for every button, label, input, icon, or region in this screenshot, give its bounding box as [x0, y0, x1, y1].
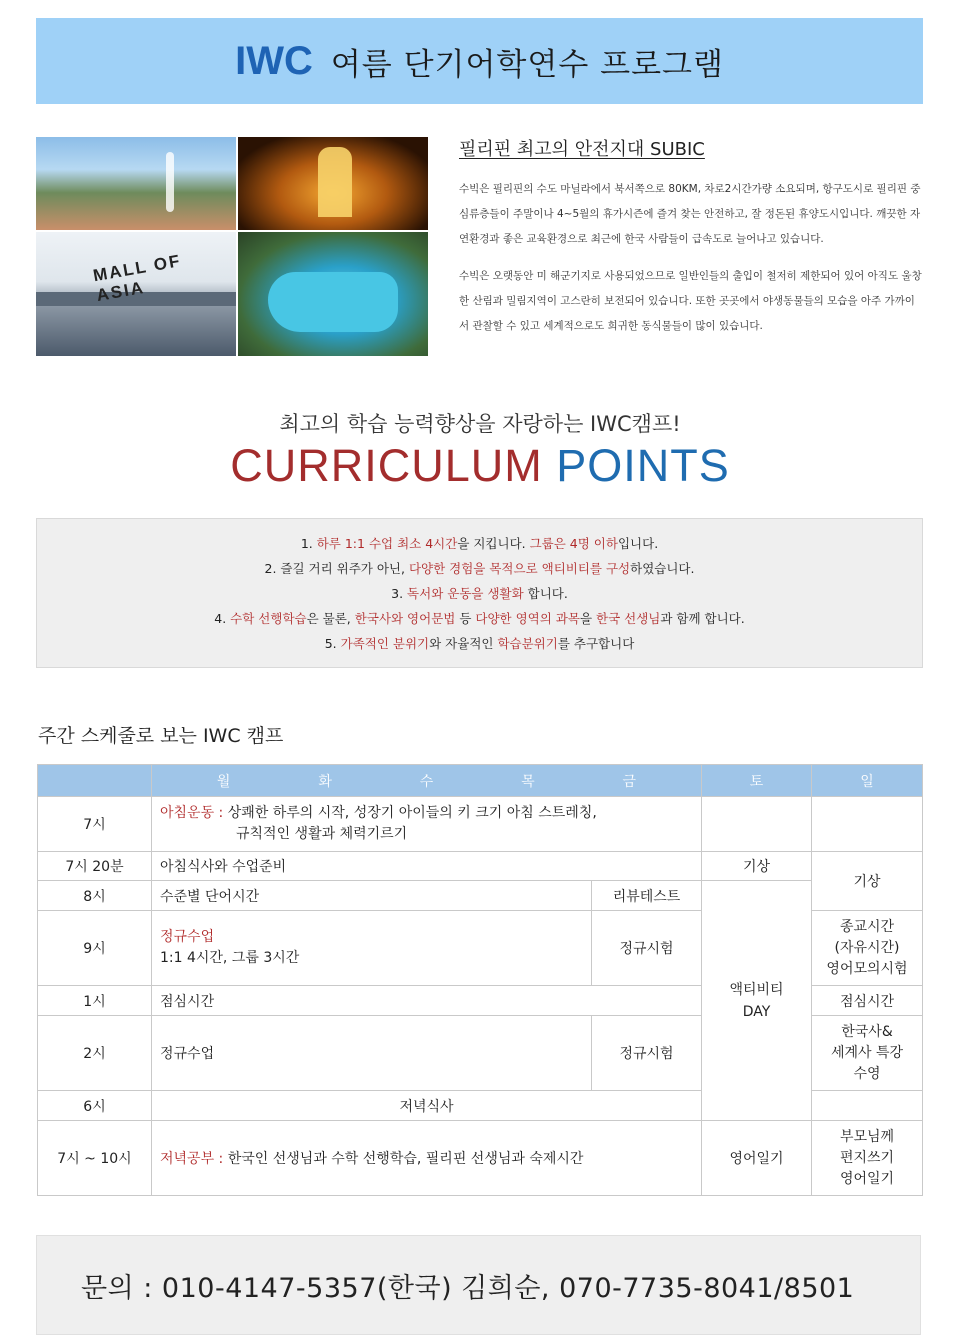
header-thu: 목 [521, 773, 535, 790]
fri-cell: 리뷰테스트 [592, 881, 702, 911]
photo-collage [36, 137, 428, 356]
curriculum-title [0, 440, 960, 492]
header-fri: 금 [622, 773, 637, 790]
sun-cell: 한국사& 세계사 특강 수영 [812, 1016, 923, 1091]
brand-name: IWC [235, 38, 313, 83]
table-row [38, 852, 923, 881]
activity-cell: 정규수업 [152, 1016, 592, 1091]
header-sun: 일 [812, 765, 923, 797]
point-5: 5. 가족적인 분위기와 자율적인 학습분위기를 추구합니다 [324, 636, 635, 651]
time-cell: 6시 [38, 1091, 152, 1121]
tower-shape [318, 147, 352, 217]
activity-cell: 수준별 단어시간 [152, 881, 592, 911]
banner-title: 여름 단기어학연수 프로그램 [330, 46, 724, 83]
contact-text: 문의 : 010-4147-5357(한국) 김희순, 070-7735-8041/8501 [81, 1272, 855, 1304]
header-time [38, 765, 152, 797]
header-tue: 화 [318, 773, 332, 790]
contact-box [36, 1235, 921, 1335]
time-cell: 8시 [38, 881, 152, 911]
point-1: 1. 하루 1:1 수업 최소 4시간을 지킵니다. 그룹은 4명 이하입니다. [300, 536, 659, 551]
curriculum-title-word2: POINTS [556, 440, 730, 491]
fri-cell: 정규시험 [592, 1016, 702, 1091]
intro-paragraph-2: 수빅은 오랫동안 미 해군기지로 사용되었으므로 일반인들의 출입이 철저히 제한되어 있어 아직도 울창한 산림과 밀림지역이 고스란히 보전되어 있습니다. 또한 곳곳에서 야생동물들의 모습을 아주 가까이서 관찰할 수 있고 세계적으로도 희귀한 동식물들이 많이 있습니다. [459, 270, 922, 332]
sat-cell [702, 797, 812, 852]
sun-cell [812, 797, 923, 852]
weekly-schedule-table [37, 764, 923, 1196]
time-cell: 2시 [38, 1016, 152, 1091]
intro-section [459, 135, 924, 351]
mall-sign: MALL OF ASIA [91, 251, 183, 306]
activity-cell: 점심시간 [152, 986, 702, 1016]
activity-cell: 아침운동 : 상쾌한 하루의 시작, 성장기 아이들의 키 크기 아침 스트레칭, 규칙적인 생활과 체력기르기 [152, 797, 702, 852]
table-row [38, 797, 923, 852]
curriculum-points-box [36, 518, 923, 668]
sat-cell: 기상 [702, 852, 812, 881]
sun-cell: 기상 [812, 852, 923, 911]
header-wed: 수 [419, 773, 434, 790]
time-cell: 7시 [38, 797, 152, 852]
curriculum-title-word1: CURRICULUM [230, 440, 543, 491]
sun-cell: 종교시간 (자유시간) 영어모의시험 [812, 911, 923, 986]
activity-cell: 아침식사와 수업준비 [152, 852, 702, 881]
schedule-title: 주간 스케줄로 보는 IWC 캠프 [38, 725, 284, 747]
time-cell: 7시 ~ 10시 [38, 1121, 152, 1196]
curriculum-subtitle: 최고의 학습 능력향상을 자랑하는 IWC캠프! [279, 412, 681, 436]
intro-heading: 필리핀 최고의 안전지대 SUBIC [459, 139, 705, 160]
header-weekdays [152, 765, 702, 797]
photo-night-building [238, 137, 428, 230]
point-2: 2. 즐길 거리 위주가 아닌, 다양한 경험을 목적으로 액티비티를 구성하였습니다. [264, 561, 695, 576]
table-row [38, 881, 923, 911]
time-cell: 1시 [38, 986, 152, 1016]
photo-plaza-fountain [36, 137, 236, 230]
point-3: 3. 독서와 운동을 생활화 합니다. [391, 586, 568, 601]
intro-paragraph-1: 수빅은 필리핀의 수도 마닐라에서 북서쪽으로 80KM, 차로2시간가량 소요되며, 항구도시로 필리핀 중심류층들이 주말이나 4~5월의 휴가시즌에 즐겨 찾는 안전하고, 잘 정돈된 휴양도시입니다. 깨끗한 자연환경과 좋은 교육환경으로 최근에 한국 사람들이 급속도로 늘어나고 있습니다. [459, 183, 921, 245]
table-row [38, 1121, 923, 1196]
table-header-row [38, 765, 923, 797]
point-4: 4. 수학 선행학습은 물론, 한국사와 영어문법 등 다양한 영역의 과목을 한국 선생님과 함께 합니다. [214, 611, 745, 626]
fri-cell: 정규시험 [592, 911, 702, 986]
header-sat: 토 [702, 765, 812, 797]
header-mon: 월 [216, 773, 231, 790]
sun-cell: 점심시간 [812, 986, 923, 1016]
activity-cell: 저녁공부 : 한국인 선생님과 수학 선행학습, 필리핀 선생님과 숙제시간 [152, 1121, 702, 1196]
pool-shape [268, 272, 398, 332]
sat-cell [812, 1091, 923, 1121]
activity-day-cell: 액티비티 DAY [702, 881, 812, 1121]
time-cell: 9시 [38, 911, 152, 986]
time-cell: 7시 20분 [38, 852, 152, 881]
activity-cell: 정규수업 1:1 4시간, 그룹 3시간 [152, 911, 592, 986]
activity-cell: 저녁식사 [152, 1091, 702, 1121]
photo-mall [36, 232, 236, 356]
sun-cell: 부모님께 편지쓰기 영어일기 [812, 1121, 923, 1196]
title-banner [36, 18, 923, 104]
fountain-shape [166, 152, 174, 212]
photo-pool [238, 232, 428, 356]
sat-cell: 영어일기 [702, 1121, 812, 1196]
